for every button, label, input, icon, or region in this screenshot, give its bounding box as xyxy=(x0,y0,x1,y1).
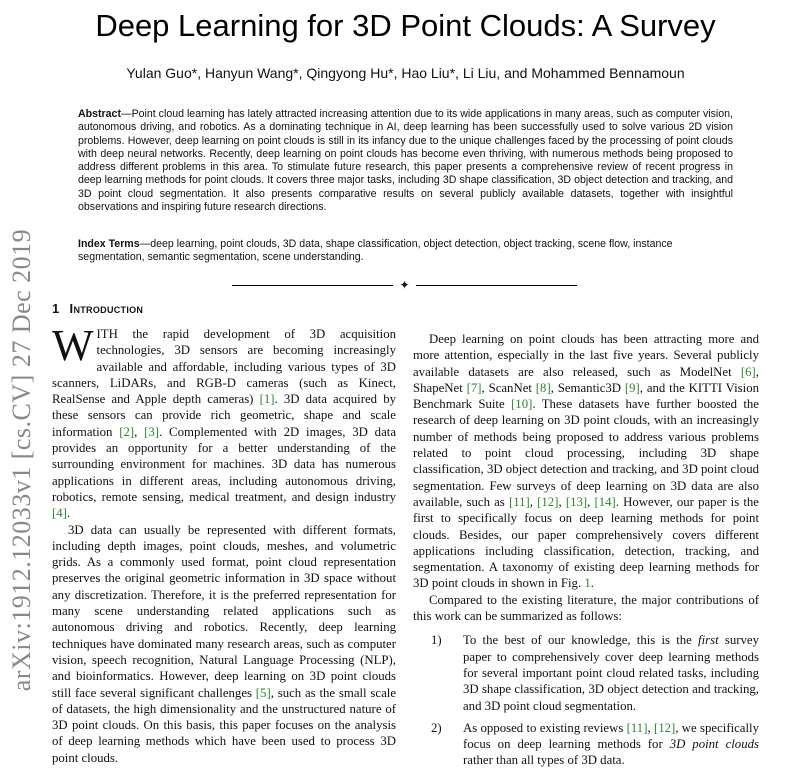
dropcap-letter: W xyxy=(52,321,94,370)
figure-link[interactable]: 1 xyxy=(584,576,591,591)
text-run: , ShapeNet xyxy=(413,364,759,395)
list-item-text xyxy=(457,632,759,713)
text-run: , xyxy=(587,494,595,509)
text-run: , xyxy=(558,494,566,509)
text-run: rather than all types of 3D data. xyxy=(463,753,625,768)
text-run: . However, our paper is the first to specifically focus on deep learning methods for point clouds. Besides, our paper comprehensively covers different applications including classification, detection, tracking, and segmentation. A taxonomy of existing deep learning methods for 3D point clouds in shown in Fig. xyxy=(413,494,759,591)
index-terms-text: —deep learning, point clouds, 3D data, shape classification, object detection, object tracking, scene flow, instance segmentation, semantic segmentation, scene understanding. xyxy=(78,238,673,264)
citation-link[interactable]: [11] xyxy=(508,494,530,509)
citation-link[interactable]: [13] xyxy=(565,494,588,509)
citation-link[interactable]: [10] xyxy=(511,397,533,412)
divider-line-right xyxy=(416,285,577,286)
citation-link[interactable]: [3] xyxy=(144,424,160,439)
citation-link[interactable]: [14] xyxy=(594,494,616,509)
index-terms xyxy=(78,238,733,265)
intro-paragraph-1 xyxy=(52,321,396,522)
text-run: survey paper to comprehensively cover deep learning methods for several important point cloud related tasks, including 3D shape classification, 3D object detection and tracking, and 3D point cloud segmentation. xyxy=(463,633,759,713)
intro-paragraph-4: Compared to the existing literature, the major contributions of this work can be summarized as follows: xyxy=(413,592,759,624)
text-run: . 3D data acquired by these sensors can provide rich geometric, shape and scale information xyxy=(52,392,396,439)
text-run: , xyxy=(134,424,145,439)
intro-paragraph-3 xyxy=(413,331,759,592)
list-item-number: 1) xyxy=(431,633,442,648)
text-run: . Complemented with 2D images, 3D data provides an opportunity for a better understanding of the surrounding environment for machines. 3D data has numerous applications in different areas, including autonomous driving, robotics, remote sensing, medical treatment, and design industry xyxy=(52,424,396,504)
emphasis: 3D point clouds xyxy=(669,737,759,752)
left-column xyxy=(52,321,396,766)
citation-link[interactable]: [11] xyxy=(626,720,648,735)
text-run: , we specifically focus on deep learning methods for xyxy=(463,720,759,752)
abstract-label: Abstract xyxy=(78,108,121,120)
citation-link[interactable]: [4] xyxy=(52,506,67,521)
paper-title: Deep Learning for 3D Point Clouds: A Survey xyxy=(95,8,716,43)
emphasis: first xyxy=(698,633,719,648)
text-run: , and the KITTI Vision Benchmark Suite xyxy=(413,380,760,412)
arxiv-identifier: arXiv:1912.12033v1 [cs.CV] 27 Dec 2019 xyxy=(7,228,36,692)
intro-paragraph-2 xyxy=(52,522,396,766)
text-run: , Semantic3D xyxy=(550,380,625,395)
list-item-number: 2) xyxy=(431,720,442,735)
arxiv-sidebar xyxy=(0,200,44,720)
text-run: , ScanNet xyxy=(481,380,536,395)
section-divider xyxy=(232,279,577,291)
list-item xyxy=(413,720,759,769)
citation-link[interactable]: [6] xyxy=(740,364,756,379)
text-run: , xyxy=(647,720,654,735)
text-run: , xyxy=(529,494,538,509)
text-run: Deep learning on point clouds has been attracting more and more attention, especially in the last five years. Several publicly available datasets are also released, such as ModelNet xyxy=(413,332,759,379)
text-run: As opposed to existing reviews xyxy=(463,720,627,735)
citation-link[interactable]: [1] xyxy=(259,392,275,407)
citation-link[interactable]: [2] xyxy=(119,424,135,439)
abstract-text: —Point cloud learning has lately attracted increasing attention due to its wide applications in many areas, such as computer vision, autonomous driving, and robotics. As a dominating technique in AI, deep learning has been successfully used to solve various 2D vision problems. However, deep learning on point clouds is still in its infancy due to the unique challenges faced by the processing of point clouds with deep neural networks. Recently, deep learning on point clouds has become even thriving, with numerous methods being proposed to address different problems in this area. To stimulate future research, this paper presents a comprehensive review of recent progress in deep learning methods for point clouds. It covers three major tasks, including 3D shape classification, 3D object detection and tracking, and 3D point cloud segmentation. It also presents comparative results on several publicly available datasets, together with insightful observations and inspiring future research directions. xyxy=(78,108,733,214)
text-run: 3D data can usually be represented with different formats, including depth images, point clouds, meshes, and volumetric grids. As a commonly used format, point cloud representation preserves the original geometric information in 3D space without any discretization. Therefore, it is the preferred representation for many scene understanding related applications such as autonomous driving and robotics. Recently, deep learning techniques have dominated many research areas, such as computer vision, speech recognition, Natural Language Processing (NLP), and bioinformatics. However, deep learning on 3D point clouds still face several significant challenges xyxy=(52,522,396,700)
right-column xyxy=(413,331,759,775)
abstract xyxy=(78,108,733,214)
index-terms-label: Index Terms xyxy=(78,238,140,250)
list-item-text xyxy=(457,720,759,769)
citation-link[interactable]: [12] xyxy=(537,494,559,509)
contributions-list xyxy=(413,632,759,768)
text-run: . xyxy=(590,576,594,591)
section-number: 1 xyxy=(52,301,60,316)
citation-link[interactable]: [9] xyxy=(624,380,640,395)
citation-link[interactable]: [12] xyxy=(653,720,676,735)
text-run: ITH the rapid development of 3D acquisition technologies, 3D sensors are becoming increasingly available and affordable, including various types of 3D scanners, LiDARs, and RGB-D cameras (such as Kinect, RealSense and Apple depth cameras) xyxy=(52,327,396,407)
citation-link[interactable]: [8] xyxy=(535,380,551,395)
text-run: . xyxy=(66,506,71,521)
text-run: , such as the small scale of datasets, the high dimensionality and the unstructured nature of 3D point clouds. On this basis, this paper focuses on the analysis of deep learning methods which have been used to process 3D point clouds. xyxy=(52,685,396,765)
section-heading xyxy=(52,301,143,316)
list-item xyxy=(413,632,759,713)
citation-link[interactable]: [7] xyxy=(466,380,482,395)
text-run: To the best of our knowledge, this is the xyxy=(463,633,699,648)
divider-line-left xyxy=(232,285,393,286)
citation-link[interactable]: [5] xyxy=(255,685,271,700)
divider-diamond-icon: ✦ xyxy=(399,278,410,292)
paper-authors: Yulan Guo*, Hanyun Wang*, Qingyong Hu*, Hao Liu*, Li Liu, and Mohammed Bennamoun xyxy=(126,65,685,81)
section-title: Introduction xyxy=(69,301,144,316)
text-run: . These datasets have further boosted the research of deep learning on 3D point clouds, with an increasingly number of methods being proposed to address various problems related to point cloud processing, including 3D shape classification, 3D object detection and tracking, and 3D point cloud segmentation. Few surveys of deep learning on 3D data are also available, such as xyxy=(413,397,759,509)
